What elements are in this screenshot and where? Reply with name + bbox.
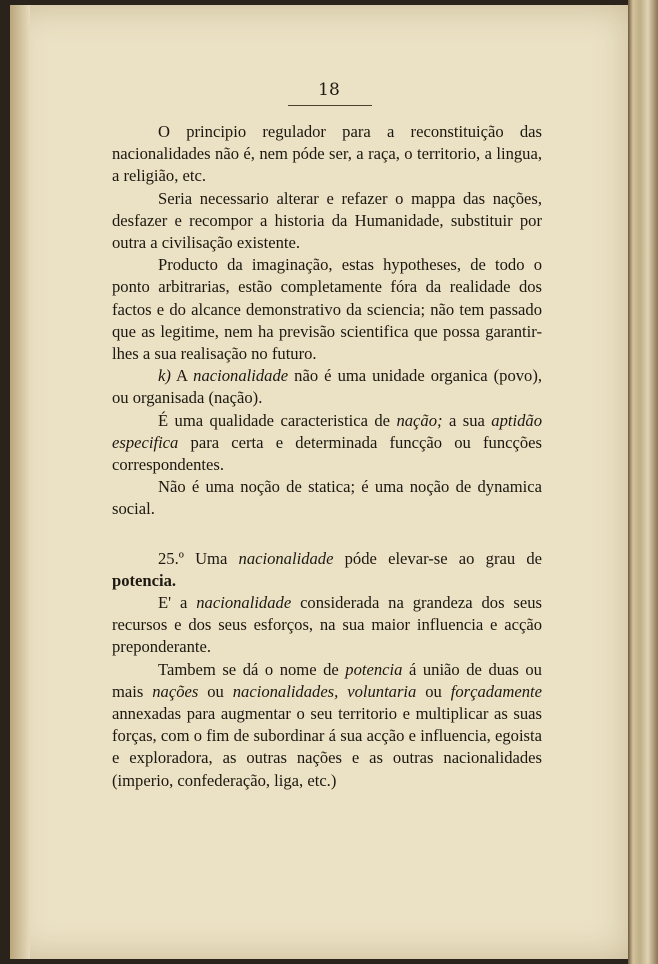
text-run: A — [176, 366, 194, 386]
text-run: á união de duas ou mais — [112, 659, 542, 701]
italic-term: forçadamente — [450, 681, 542, 701]
italic-term: nacionalidade — [238, 548, 334, 568]
paragraph-principle: O principio regulador para a reconstituição das nacionalidades não é, nem póde ser, a raça, o territorio, a lingua, a religião, etc. — [112, 122, 542, 186]
paragraph-hypotheses: Producto da imaginação, estas hypotheses, de todo o ponto arbitrarias, estão completamente fóra da realidade dos factos e do alcance demonstrativo da sciencia; não tem passado que as legitime, nem ha previsão scientifica que possa garantir-lhes a sua realisação no futuro. — [112, 255, 542, 364]
text-run: considerada na grandeza dos seus recursos e dos seus esforços, na sua maior influencia e acção preponderante. — [112, 593, 542, 657]
text-run: annexadas para augmentar o seu territorio e multiplicar as suas forças, com o fim de subordinar á sua acção e influencia, egoista e exploradora, as outras nações e as outras nacionalidades (imperio, confederação, liga, etc.) — [112, 704, 542, 790]
paragraph-definition — [112, 592, 542, 659]
paragraph-dynamics: Não é uma noção de statica; é uma noção de dynamica social. — [112, 477, 542, 519]
text-run: não é uma unidade organica (povo), ou organisada (nação). — [112, 366, 543, 408]
page-body — [112, 121, 542, 792]
item-marker: k) — [158, 366, 171, 386]
italic-term: nação; — [396, 410, 443, 430]
page-gutter — [10, 5, 30, 959]
text-run: É uma qualidade caracteristica de — [158, 410, 397, 430]
text-run: póde elevar-se ao grau de — [333, 548, 542, 568]
italic-term: aptidão especifica — [112, 410, 542, 452]
page-edges — [628, 0, 658, 964]
text-run: Tambem se dá o nome de — [158, 659, 346, 679]
text-run: Uma — [183, 548, 239, 568]
section-number: 25.º — [158, 548, 184, 568]
text-run: ou — [198, 681, 233, 701]
italic-term: voluntaria — [347, 681, 417, 701]
italic-term: nacionalidades, — [232, 681, 339, 701]
page-number: 18 — [318, 80, 340, 100]
bold-term: potencia. — [112, 570, 177, 590]
text-run: ou — [416, 681, 451, 701]
text-run: para certa e determinada funcção ou funcções correspondentes. — [112, 432, 542, 475]
paragraph-quality — [112, 410, 542, 477]
header-rule — [288, 105, 372, 106]
paragraph-map: Seria necessario alterar e refazer o mappa das nações, desfazer e recompor a historia da Humanidade, substituir por outra a civilisação existente. — [112, 188, 542, 253]
text-run: a sua — [442, 410, 492, 430]
paragraph-union — [112, 659, 542, 792]
paragraph-k — [112, 365, 542, 409]
italic-term: nações — [152, 681, 199, 701]
section-gap — [112, 521, 542, 548]
section-25 — [112, 548, 542, 592]
italic-term: nacionalidade — [193, 366, 289, 386]
text-run: E' a — [158, 593, 197, 613]
italic-term: nacionalidade — [196, 593, 292, 613]
text-run — [338, 682, 347, 701]
italic-term: potencia — [345, 659, 403, 679]
